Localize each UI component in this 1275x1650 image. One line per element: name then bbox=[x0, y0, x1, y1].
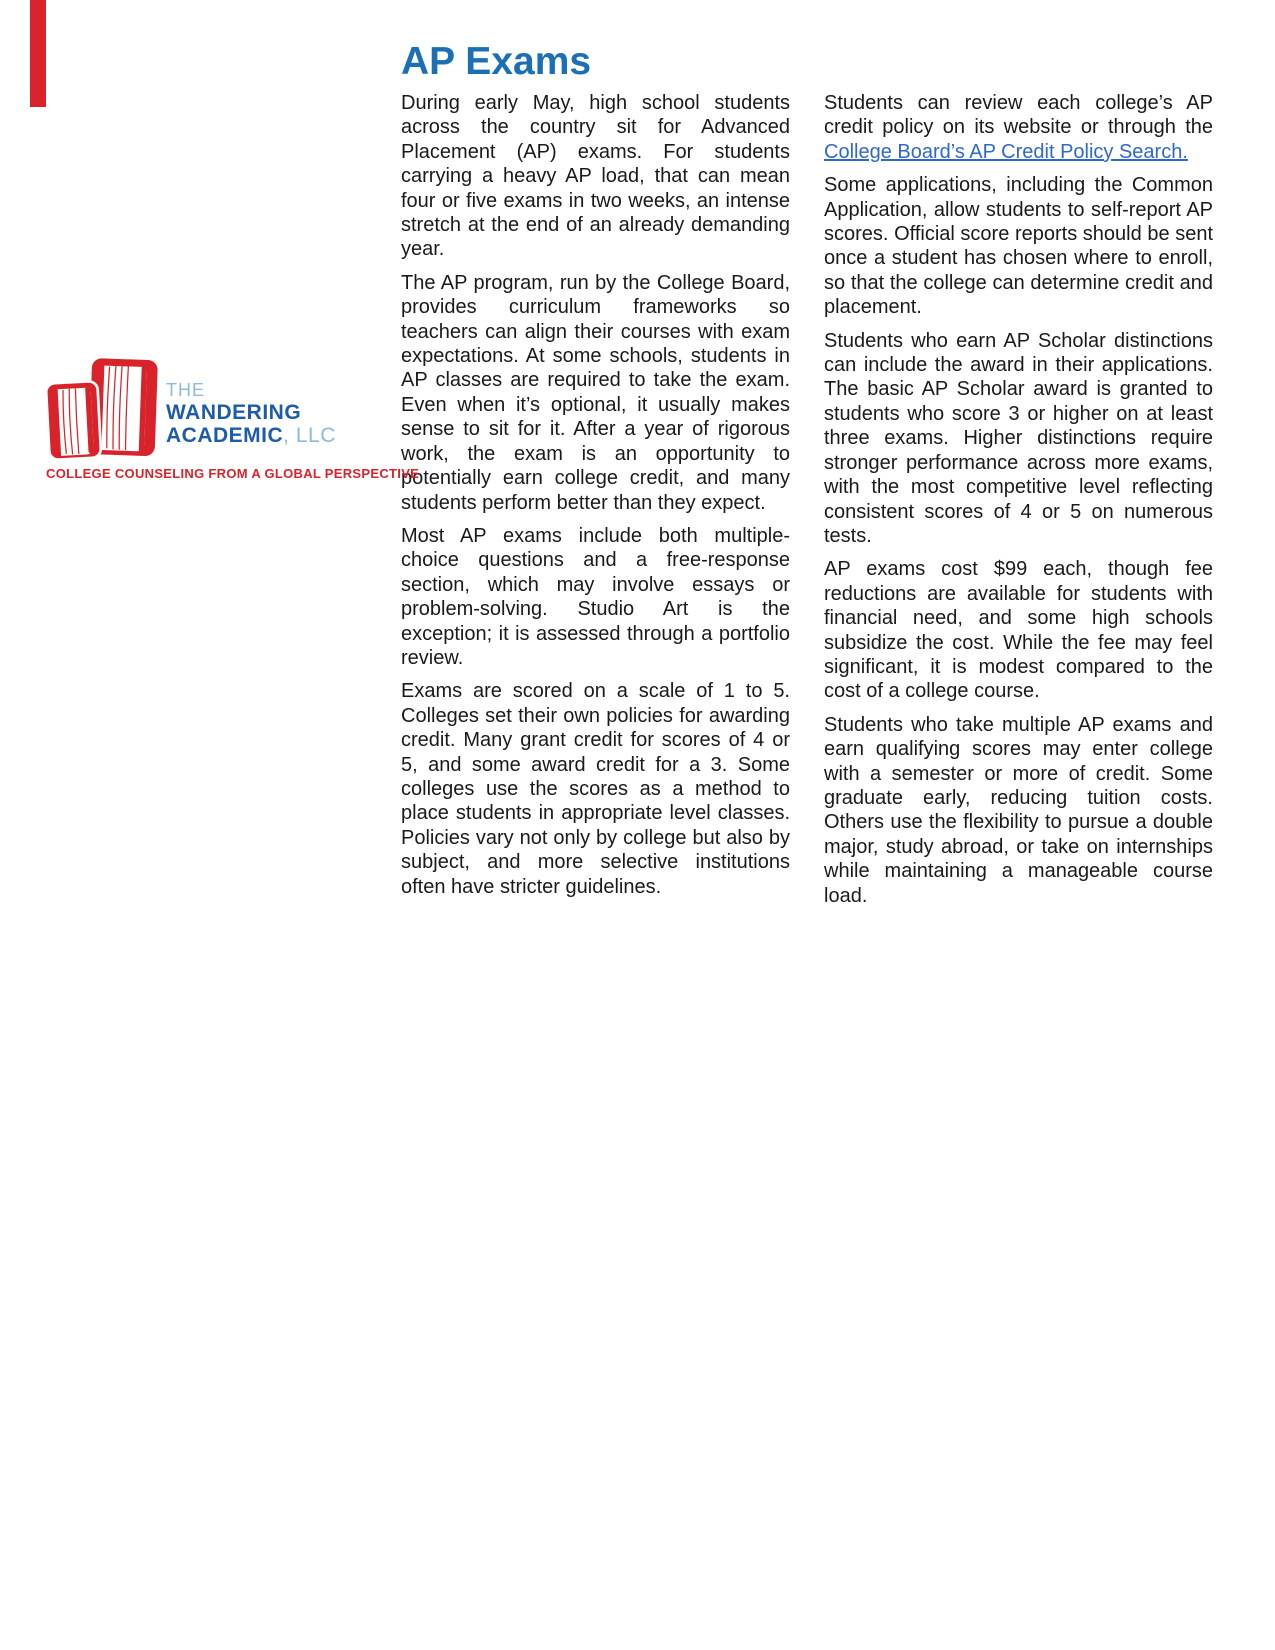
paragraph: AP exams cost $99 each, though fee reductions are available for students with financial need, and some high schools subsidize the cost. While the fee may feel significant, it is modest compared to the cost of a college course. bbox=[824, 558, 1213, 703]
logo-tagline: COLLEGE COUNSELING FROM A GLOBAL PERSPECTIVE bbox=[46, 466, 420, 481]
logo-academic-text: ACADEMIC bbox=[166, 424, 284, 447]
company-logo bbox=[46, 352, 420, 481]
paragraph: Some applications, including the Common Application, allow students to self-report AP scores. Official score reports should be sent once a student has chosen where to enroll, so that the college can determine credit and placement. bbox=[824, 174, 1213, 319]
logo-llc-text: , LLC bbox=[283, 424, 336, 447]
paragraph: Most AP exams include both multiple-choice questions and a free-response section, which may involve essays or problem-solving. Studio Art is the exception; it is assessed through a portfolio review. bbox=[401, 524, 790, 669]
logo-line-academic bbox=[166, 424, 336, 447]
logo-line-wandering: WANDERING bbox=[166, 401, 302, 424]
paragraph: The AP program, run by the College Board, provides curriculum frameworks so teachers can align their courses with exam expectations. At some schools, students in AP classes are required to take the exam. Even when it’s optional, it usually makes sense to sit for it. After a year of rigorous work, the exam is an opportunity to potentially earn college credit, and many students perform better than they expect. bbox=[401, 271, 790, 514]
paragraph: Exams are scored on a scale of 1 to 5. Colleges set their own policies for awarding credit. Many grant credit for scores of 4 or 5, and some award credit for a 3. Some colleges use the scores as a method to place students in appropriate level classes. Policies vary not only by college but also by subject, and more selective institutions often have stricter guidelines. bbox=[401, 680, 790, 898]
paragraph: Students who take multiple AP exams and earn qualifying scores may enter college with a semester or more of credit. Some graduate early, reducing tuition costs. Others use the flexibility to pursue a double major, study abroad, or take on internships while maintaining a manageable course load. bbox=[824, 713, 1213, 907]
paragraph: Students who earn AP Scholar distinctions can include the award in their applications. The basic AP Scholar award is granted to students who score 3 or higher on at least three exams. Higher distinctions require stronger performance across more exams, with the most competitive level reflecting consistent scores of 4 or 5 on numerous tests. bbox=[824, 329, 1213, 547]
logo-row bbox=[46, 352, 358, 462]
paragraph-text: Students can review each college’s AP credit policy on its website or through the bbox=[824, 92, 1213, 139]
paragraph bbox=[824, 91, 1213, 164]
red-accent-bar bbox=[30, 0, 46, 107]
left-column bbox=[401, 91, 790, 908]
logo-books-icon bbox=[46, 356, 158, 462]
page-title: AP Exams bbox=[401, 40, 592, 83]
logo-line-the: THE bbox=[166, 380, 205, 400]
paragraph: During early May, high school students across the country sit for Advanced Placement (AP) exams. For students carrying a heavy AP load, that can mean four or five exams in two weeks, an intense stretch at the end of an already demanding year. bbox=[401, 92, 790, 261]
logo-wordmark bbox=[166, 352, 336, 447]
ap-credit-policy-search-link[interactable]: College Board’s AP Credit Policy Search. bbox=[824, 140, 1188, 163]
right-column bbox=[824, 91, 1213, 917]
